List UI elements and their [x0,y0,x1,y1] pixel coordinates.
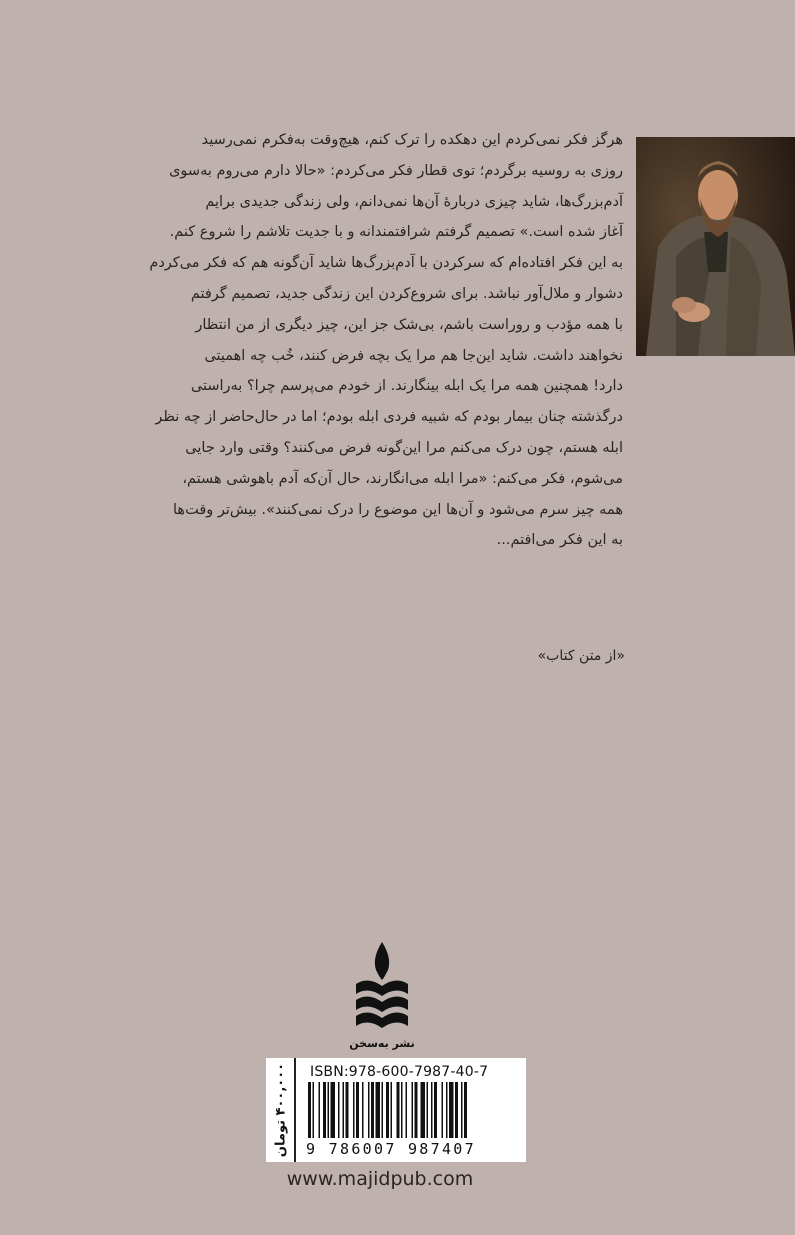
barcode-bar [391,1082,393,1138]
barcode-bar [455,1082,458,1138]
barcode-bar [346,1082,349,1138]
excerpt-line: همه چیز سرم می‌شود و آن‌ها این موضوع را درک نمی‌کنند». بیش‌تر وقت‌ها [173,501,623,518]
barcode-bar [421,1082,426,1138]
publisher-website: www.majidpub.com [286,1168,474,1190]
author-portrait [636,137,795,356]
excerpt-line: آغاز شده است.» تصمیم گرفتم شرافتمندانه و با جدیت تلاشم را شروع کنم. [169,224,623,241]
barcode-bar [382,1082,384,1138]
barcode-bar [406,1082,408,1138]
price-box [266,1058,296,1162]
excerpt-line: به این فکر می‌افتم... [496,532,623,549]
barcode-bar [323,1082,326,1138]
excerpt-line: آدم‌بزرگ‌ها، شاید چیزی دربارهٔ آن‌ها نمی‌دانم، ولی زندگی جدیدی برایم [205,193,623,210]
excerpt-line: نخواهند داشت. شاید این‌جا هم مرا یک بچه فرض کنند، خُب چه اهمیتی [204,347,623,364]
barcode-bar [353,1082,355,1138]
excerpt-line: دشوار و ملال‌آور نباشد. برای شروع‌کردن این زندگی جدید، تصمیم گرفتم [190,285,623,302]
barcode-bar [449,1082,454,1138]
excerpt-line: دارد! همچنین همه مرا یک ابله بینگارند. از خودم می‌پرسم چرا؟ به‌راستی [190,378,623,395]
barcode-bar [442,1082,444,1138]
barcode-bar [397,1082,400,1138]
barcode-bar [412,1082,414,1138]
barcode-bar [328,1082,330,1138]
barcode-bar [343,1082,345,1138]
barcode-bar [319,1082,321,1138]
ean-digits: 9 786007 987407 [306,1140,476,1158]
publisher-name: نشر به‌سخن [349,1037,415,1050]
excerpt-text [145,125,623,556]
excerpt-line: با همه مؤدب و روراست باشم، بی‌شک جز این، چیز دیگری از من انتظار [195,316,623,333]
excerpt-line: می‌شوم، فکر می‌کنم: «مرا ابله می‌انگارند، حال آن‌که آدم باهوشی هستم، [182,470,623,487]
barcode-bar [446,1082,448,1138]
barcode-bar [362,1082,364,1138]
excerpt-line: ابله هستم، چون درک می‌کنم مرا این‌گونه فرض می‌کنند؟ وقتی وارد جایی [185,439,623,456]
barcode-bar [371,1082,374,1138]
barcode-bar [401,1082,403,1138]
barcode-bar [308,1082,311,1138]
source-note: «از متن کتاب» [537,648,625,664]
barcode-bar [368,1082,370,1138]
price-label: ۴۰۰,۰۰۰ تومان [273,1062,289,1158]
barcode-bar [356,1082,359,1138]
barcode-bar [331,1082,336,1138]
excerpt-line: درگذشته چنان بیمار بودم که شبیه فردی ابله بودم؛ اما در حال‌حاضر از چه نظر [155,409,623,426]
excerpt-line: به این فکر افتاده‌ام که سرکردن با آدم‌بزرگ‌ها شاید آن‌گونه هم که فکر می‌کردم [149,255,623,272]
isbn-label: ISBN:978-600-7987-40-7 [310,1064,489,1080]
barcode-bar [386,1082,389,1138]
barcode-bar [376,1082,381,1138]
portrait-illustration [636,137,795,356]
barcode-bar [427,1082,429,1138]
barcode-bar [313,1082,315,1138]
barcode-bar [461,1082,463,1138]
barcode-bars [304,1082,522,1140]
excerpt-line: روزی به روسیه برگردم؛ توی قطار فکر می‌کردم: «حالا دارم می‌روم به‌سوی [169,162,623,179]
barcode-bar [431,1082,433,1138]
barcode-bar [415,1082,418,1138]
barcode-bar [434,1082,437,1138]
barcode-bar [464,1082,467,1138]
excerpt-line: هرگز فکر نمی‌کردم این دهکده را ترک کنم، هیچ‌وقت به‌فکرم نمی‌رسید [201,132,623,148]
barcode-sticker [266,1058,526,1162]
barcode-bar [338,1082,340,1138]
